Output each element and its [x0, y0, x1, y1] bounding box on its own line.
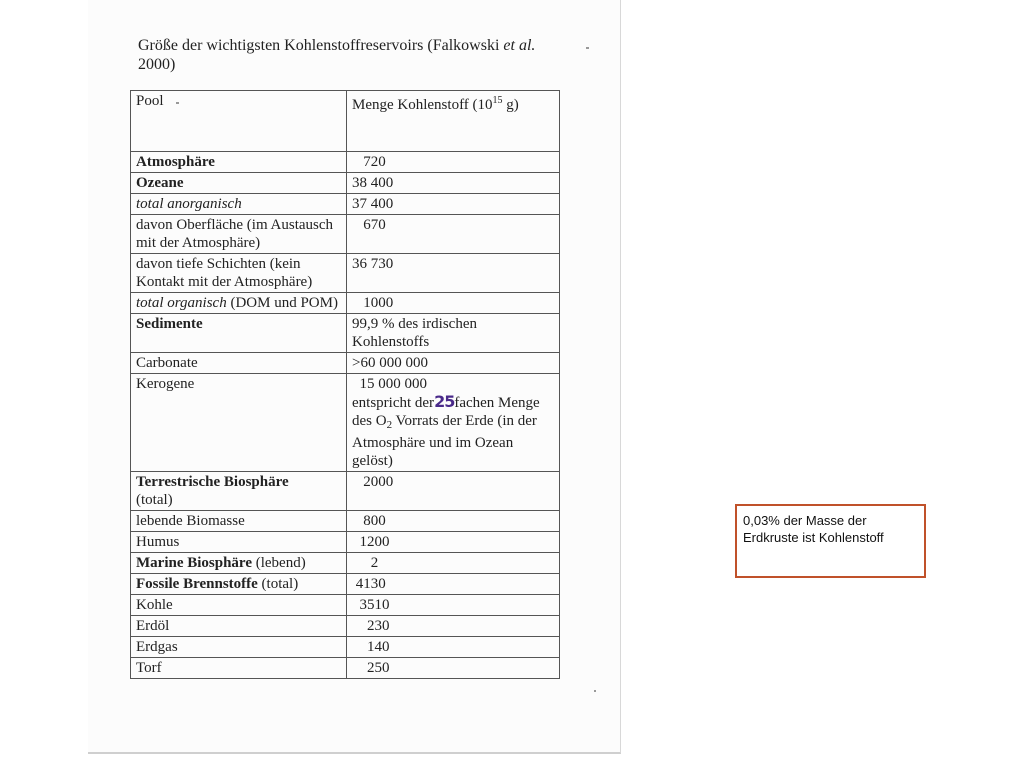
scan-speck: [594, 690, 596, 692]
callout-text: 0,03% der Masse der Erdkruste ist Kohlenstoff: [743, 513, 884, 545]
table-row: [131, 553, 560, 574]
table-row: [131, 374, 560, 472]
row-label: Erdgas: [131, 637, 347, 658]
row-value: 2: [347, 553, 560, 574]
table-row: [131, 353, 560, 374]
row-label: Terrestrische Biosphäre (total): [131, 472, 347, 511]
row-value: 720: [347, 152, 560, 173]
table-row: [131, 152, 560, 173]
row-value: 1200: [347, 532, 560, 553]
row-value: 37 400: [347, 194, 560, 215]
table-row: [131, 574, 560, 595]
title-year: 2000): [138, 56, 176, 73]
callout-box: [735, 504, 926, 578]
table-row: [131, 637, 560, 658]
row-value: 670: [347, 215, 560, 254]
table-row: [131, 194, 560, 215]
row-value: 38 400: [347, 173, 560, 194]
row-value: 230: [347, 616, 560, 637]
table-row: [131, 254, 560, 293]
row-label: lebende Biomasse: [131, 511, 347, 532]
row-label: Atmosphäre: [131, 152, 347, 173]
row-label: Sedimente: [131, 314, 347, 353]
row-label: Erdöl: [131, 616, 347, 637]
row-value: 15 000 000 entspricht der25fachen Menge des $O_2$ Vorrats der Erde (in der Atmosphäre und im Ozean gelöst): [347, 374, 560, 472]
title-et-al: et al.: [503, 37, 536, 54]
row-value: >60 000 000: [347, 353, 560, 374]
row-label: Marine Biosphäre (lebend): [131, 553, 347, 574]
row-value: 1000: [347, 293, 560, 314]
table-header-row: [131, 91, 560, 152]
row-value: 250: [347, 658, 560, 679]
row-value: 800: [347, 511, 560, 532]
row-label: davon Oberfläche (im Austausch mit der Atmosphäre): [131, 215, 347, 254]
row-value: 99,9 % des irdischen Kohlenstoffs: [347, 314, 560, 353]
row-label: total organisch (DOM und POM): [131, 293, 347, 314]
scan-speck: [176, 102, 179, 104]
header-pool: Pool: [131, 91, 347, 152]
row-value: 3510: [347, 595, 560, 616]
table-row: [131, 215, 560, 254]
table-row: [131, 173, 560, 194]
row-label: davon tiefe Schichten (kein Kontakt mit der Atmosphäre): [131, 254, 347, 293]
table-row: [131, 472, 560, 511]
row-label: total anorganisch: [131, 194, 347, 215]
table-row: [131, 314, 560, 353]
row-value: 36 730: [347, 254, 560, 293]
table-row: [131, 595, 560, 616]
row-label: Carbonate: [131, 353, 347, 374]
table-row: [131, 511, 560, 532]
row-label: Torf: [131, 658, 347, 679]
table-row: [131, 658, 560, 679]
table-row: [131, 293, 560, 314]
carbon-reservoir-table: [130, 90, 560, 679]
title-text: Größe der wichtigsten Kohlenstoffreservoirs (Falkowski: [138, 37, 500, 54]
table-row: [131, 616, 560, 637]
row-label: Fossile Brennstoffe (total): [131, 574, 347, 595]
table-row: [131, 532, 560, 553]
row-label: Ozeane: [131, 173, 347, 194]
row-label: Kohle: [131, 595, 347, 616]
header-amount: Menge Kohlenstoff ($10^{15}$ g): [347, 91, 560, 152]
row-value: 4130: [347, 574, 560, 595]
row-value: 2000: [347, 472, 560, 511]
document-title: [138, 36, 578, 74]
scan-speck: [586, 47, 589, 49]
row-value: 140: [347, 637, 560, 658]
handwritten-number: 25: [434, 392, 455, 411]
row-label: Kerogene: [131, 374, 347, 472]
row-label: Humus: [131, 532, 347, 553]
